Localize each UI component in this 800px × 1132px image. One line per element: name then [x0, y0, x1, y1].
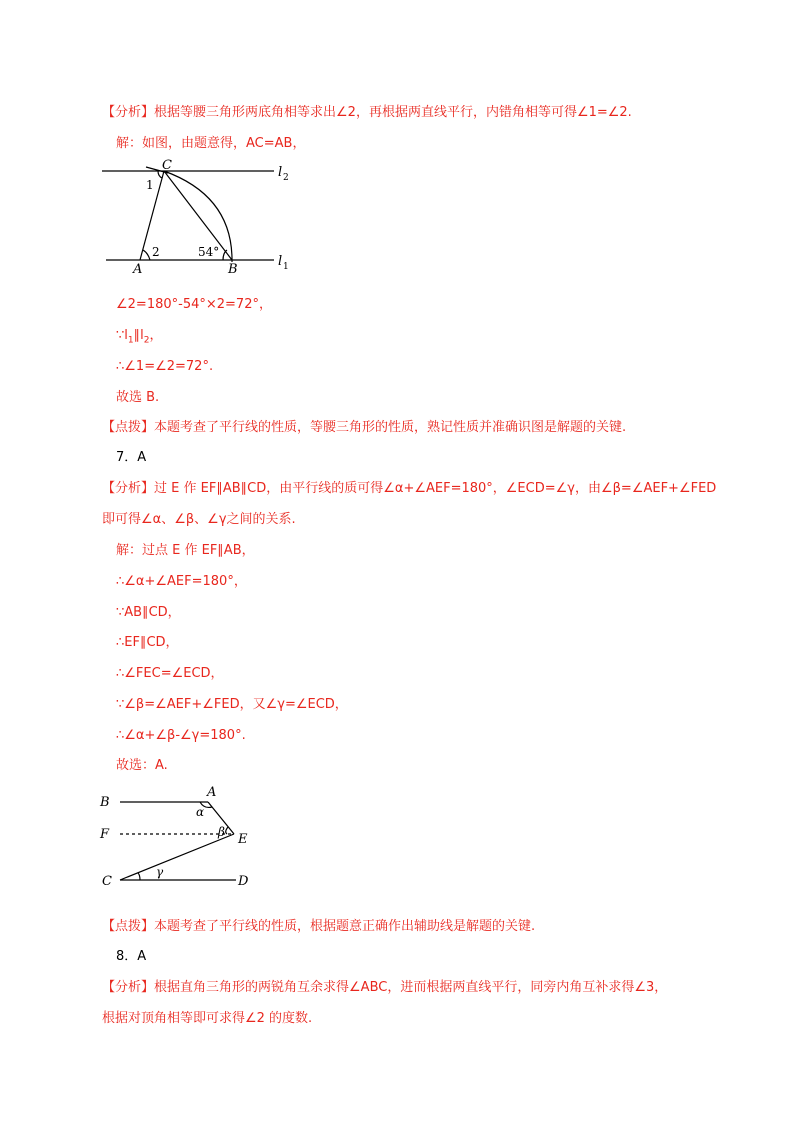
label-b: B: [100, 795, 110, 810]
analysis-line-7: [102, 480, 716, 498]
tip-tag: 【点拨】: [102, 919, 155, 934]
label-l1-sub: 1: [283, 262, 289, 272]
label-b: B: [228, 262, 238, 277]
solution-step-result: ∴∠1=∠2=72°.: [116, 359, 214, 374]
label-l2: l: [278, 165, 283, 180]
solution7-step-7: ∴∠α+∠β-∠γ=180°.: [116, 728, 246, 743]
analysis-text: 根据直角三角形的两锐角互余求得∠ABC，进而根据两直线平行，同旁内角互补求得∠3，: [154, 980, 668, 995]
figure-parallel-lines-triangle: [96, 158, 296, 280]
label-alpha: α: [196, 805, 205, 819]
label-54: 54°: [198, 245, 220, 259]
label-beta: β: [218, 825, 225, 839]
angle-mark-54: [223, 250, 227, 260]
analysis-line-8: [102, 979, 667, 997]
tip-text: 本题考查了平行线的性质，等腰三角形的性质，熟记性质并准确识图是解题的关键.: [154, 420, 627, 435]
solution7-step-3: ∵AB∥CD，: [116, 605, 181, 620]
analysis-line-8-cont: 根据对顶角相等即可求得∠2 的度数.: [102, 1011, 313, 1026]
tip-line-6: [102, 419, 626, 437]
answer-6: 故选 B.: [116, 390, 160, 405]
label-c: C: [102, 874, 112, 889]
label-1: 1: [146, 178, 154, 192]
analysis-tag: 【分析】: [102, 105, 155, 120]
solution7-step-2: ∴∠α+∠AEF=180°，: [116, 574, 247, 589]
label-d: D: [238, 874, 249, 889]
angle-mark-2: [143, 250, 150, 260]
figure-parallel-zigzag: [96, 782, 266, 894]
label-c: C: [162, 158, 172, 173]
label-f: F: [100, 827, 110, 842]
label-gamma: γ: [156, 865, 164, 879]
answer-7: 故选：A.: [116, 758, 168, 773]
analysis-line-7-cont: 即可得∠α、∠β、∠γ之间的关系.: [102, 512, 296, 527]
analysis-line-1: [102, 104, 632, 122]
analysis-text: 根据等腰三角形两底角相等求出∠2，再根据两直线平行，内错角相等可得∠1=∠2.: [154, 105, 632, 120]
solution7-step-6: ∵∠β=∠AEF+∠FED，又∠γ=∠ECD，: [116, 697, 348, 712]
solution-step-parallel: $\because l_1\parallel l_2$，: [116, 328, 163, 346]
question-number-7: 7．A: [116, 450, 147, 465]
tip-text: 本题考查了平行线的性质，根据题意正确作出辅助线是解题的关键.: [154, 919, 536, 934]
angle-mark-beta: [226, 827, 228, 834]
angle-mark-gamma: [138, 873, 140, 880]
solution7-step-4: ∴EF∥CD，: [116, 635, 179, 650]
tip-line-7: [102, 918, 535, 936]
label-l2-sub: 2: [283, 173, 289, 183]
solution7-step-1: 解：过点 E 作 EF∥AB，: [116, 543, 255, 558]
label-2: 2: [152, 245, 160, 259]
label-a: A: [133, 262, 143, 277]
solution7-step-5: ∴∠FEC=∠ECD，: [116, 666, 224, 681]
label-a: A: [207, 785, 217, 800]
solution-intro: 解：如图，由题意得，AC=AB，: [116, 136, 306, 151]
analysis-tag: 【分析】: [102, 980, 155, 995]
analysis-tag: 【分析】: [102, 481, 155, 496]
analysis-text: 过 E 作 EF∥AB∥CD，由平行线的质可得∠α+∠AEF=180°，∠ECD=∠γ，由∠β=∠AEF+∠FED: [154, 481, 717, 496]
label-e: E: [238, 832, 248, 847]
question-number-8: 8．A: [116, 949, 147, 964]
tip-tag: 【点拨】: [102, 420, 155, 435]
solution-step-angle2: ∠2=180°-54°×2=72°，: [116, 297, 272, 312]
label-l1: l: [278, 254, 283, 269]
segment-ec: [120, 834, 234, 880]
